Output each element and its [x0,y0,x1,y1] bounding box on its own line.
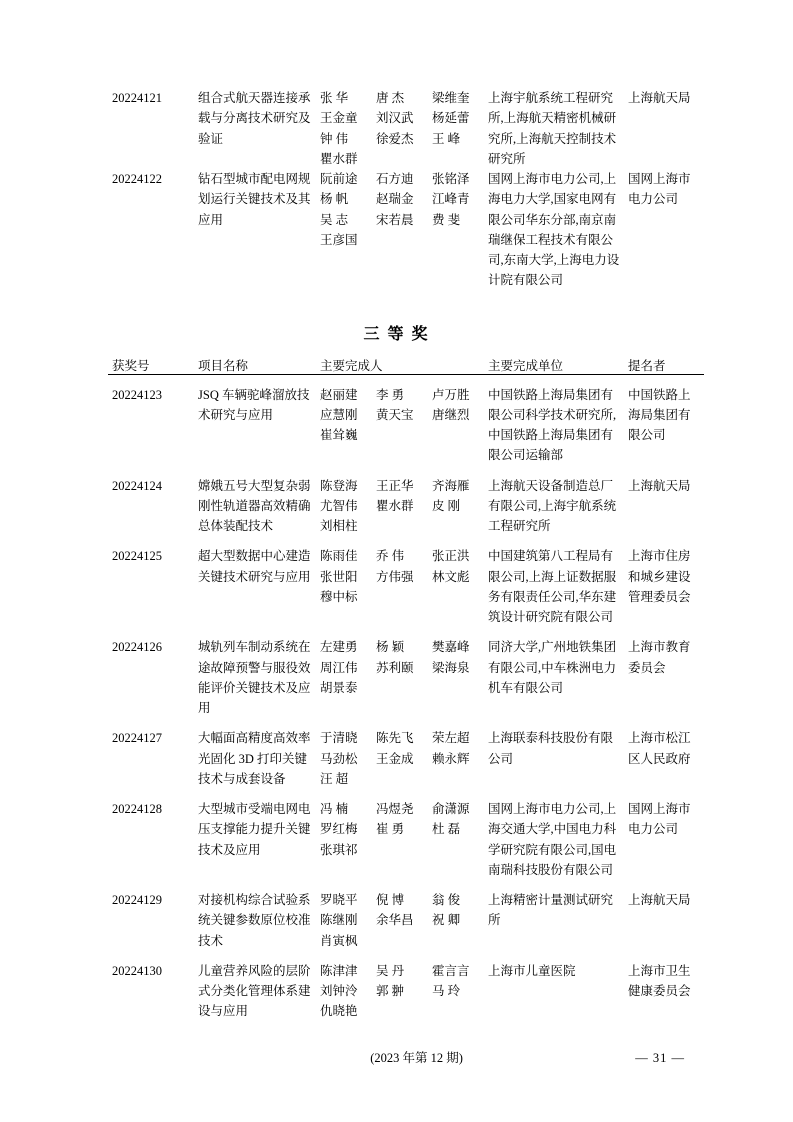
person: 马劲松 [320,751,358,766]
person: 瞿水群 [320,151,358,166]
project-name: 超大型数据中心建造关键技术研究与应用 [198,549,311,584]
third-prize-table [108,356,704,1022]
award-unit: 中国建筑第八工程局有限公司,上海上证数据服务有限责任公司,华东建筑设计研究院有限公司 [488,549,617,624]
person: 荣左超 [432,731,470,746]
table-row [108,799,704,880]
person: 吴 志 [320,212,349,227]
spacer-row [108,880,704,890]
project-name: 大幅面高精度高效率光固化 3D 打印关键技术与成套设备 [198,731,311,786]
page-footer [108,1048,685,1066]
table-row [108,890,704,951]
people-col-2 [372,546,428,627]
person: 梁海泉 [432,660,470,675]
people-col-1 [316,961,372,1022]
person: 俞潇源 [432,802,470,816]
person: 刘汉武 [376,111,414,126]
people-col-1 [316,799,372,880]
person: 苏利颐 [376,660,414,675]
section-title: 三 等 奖 [363,325,430,343]
people-col-1 [316,169,372,291]
award-id: 20224124 [112,478,162,493]
people-col-3 [428,961,484,1022]
person: 陈登海 [320,478,358,493]
spacer-row [108,466,704,476]
award-unit: 国网上海市电力公司,上海电力大学,国家电网有限公司华东分部,南京南瑞继保工程技术有限公司,东南大学,上海电力设计院有限公司 [488,172,620,288]
nominator: 国网上海市电力公司 [628,802,691,837]
table-row [108,961,704,1022]
table-row [108,637,704,718]
people-col-2 [372,476,428,537]
people-col-3 [428,546,484,627]
nominator: 上海市卫生健康委员会 [628,963,691,998]
award-id: 20224121 [112,91,162,105]
person: 祝 卿 [432,913,461,928]
person: 林文彪 [432,569,470,584]
page-number: — 31 — [635,1051,685,1065]
person: 崔 勇 [376,822,405,837]
person: 唐 杰 [376,91,405,105]
spacer-row [108,375,704,385]
people-col-1 [316,476,372,537]
person: 于清晓 [320,731,358,746]
person: 罗红梅 [320,822,358,837]
project-name: 钻石型城市配电网规划运行关键技术及其应用 [198,172,311,227]
project-name: 对接机构综合试验系统关键参数原位校准技术 [198,893,311,948]
person: 倪 博 [376,893,405,907]
person: 张正洪 [432,549,470,564]
award-id: 20224130 [112,963,162,978]
award-id: 20224123 [112,387,162,402]
person: 汪 超 [320,771,349,786]
people-col-3 [428,890,484,951]
award-id: 20224122 [112,172,162,186]
award-id: 20224128 [112,802,162,816]
person: 余华昌 [376,913,414,928]
people-col-2 [372,799,428,880]
award-id: 20224126 [112,640,162,655]
person: 王金成 [376,751,414,766]
person: 赵丽建 [320,387,358,402]
person: 陈先飞 [376,731,414,746]
person: 王彦国 [320,232,358,247]
table-row [108,728,704,789]
people-col-3 [428,88,484,169]
person: 张铭泽 [432,172,470,186]
award-id: 20224129 [112,893,162,907]
person: 宋若晨 [376,212,414,227]
spacer-row [108,536,704,546]
person: 皮 刚 [432,498,461,513]
award-unit: 中国铁路上海局集团有限公司科学技术研究所,中国铁路上海局集团有限公司运输部 [488,387,617,463]
award-unit: 同济大学,广州地铁集团有限公司,中车株洲电力机车有限公司 [488,640,617,695]
people-col-2 [372,637,428,718]
people-col-3 [428,728,484,789]
person: 赵瑞金 [376,192,414,207]
person: 钟 伟 [320,131,349,146]
person: 霍言言 [432,963,470,978]
person: 石方迪 [376,172,414,186]
header-unit: 主要完成单位 [488,358,564,373]
spacer-row [108,789,704,799]
people-col-3 [428,169,484,291]
nominator: 国网上海市电力公司 [628,172,691,207]
person: 左建勇 [320,640,358,655]
table-row [108,88,704,169]
person: 翁 俊 [432,893,461,907]
person: 肖寅枫 [320,933,358,948]
people-col-3 [428,476,484,537]
person: 王正华 [376,478,414,493]
person: 黄天宝 [376,407,414,422]
person: 梁维奎 [432,91,470,105]
people-col-2 [372,385,428,466]
table-row [108,169,704,291]
person: 齐海雁 [432,478,470,493]
person: 刘钟泠 [320,984,358,998]
people-col-1 [316,728,372,789]
person: 阮前途 [320,172,358,186]
person: 方伟强 [376,569,414,584]
person: 崔耸巍 [320,428,358,442]
person: 陈雨佳 [320,549,358,564]
people-col-2 [372,961,428,1022]
people-col-2 [372,890,428,951]
award-id: 20224125 [112,549,162,564]
award-unit: 上海航天设备制造总厂有限公司,上海宇航系统工程研究所 [488,478,617,533]
people-col-1 [316,546,372,627]
nominator: 上海市松江区人民政府 [628,731,691,766]
person: 李 勇 [376,387,405,402]
nominator: 上海市教育委员会 [628,640,691,675]
spacer-row [108,627,704,637]
project-name: 儿童营养风险的层阶式分类化管理体系建设与应用 [198,963,311,1019]
person: 穆中标 [320,589,358,604]
continued-award-table [108,88,704,291]
people-col-3 [428,637,484,718]
award-id: 20224127 [112,731,162,746]
header-people: 主要完成人 [320,358,383,373]
award-unit: 上海宇航系统工程研究所,上海航天精密机械研究所,上海航天控制技术研究所 [488,91,617,166]
person: 吴 丹 [376,963,405,978]
people-col-3 [428,799,484,880]
person: 陈继刚 [320,913,358,928]
person: 应慧刚 [320,407,358,422]
people-col-2 [372,169,428,291]
person: 王金童 [320,111,358,126]
person: 尤智伟 [320,498,358,513]
person: 张琪祁 [320,842,358,857]
person: 王 峰 [432,131,461,146]
nominator: 上海市住房和城乡建设管理委员会 [628,549,691,604]
person: 乔 伟 [376,549,405,564]
person: 杨延蕾 [432,111,470,126]
person: 胡景泰 [320,680,358,695]
spacer-row [108,951,704,961]
people-col-2 [372,728,428,789]
person: 张世阳 [320,569,358,584]
project-name: 大型城市受端电网电压支撑能力提升关键技术及应用 [198,802,311,857]
person: 樊嘉峰 [432,640,470,655]
people-col-3 [428,385,484,466]
person: 瞿水群 [376,498,414,513]
person: 冯煜尧 [376,802,414,816]
person: 卢万胜 [432,387,470,402]
spacer-row [108,718,704,728]
award-unit: 上海联泰科技股份有限公司 [488,731,614,766]
person: 杜 磊 [432,822,461,837]
person: 费 斐 [432,212,461,227]
project-name: 嫦娥五号大型复杂弱刚性轨道器高效精确总体装配技术 [198,478,311,533]
header-nominator: 提名者 [628,358,666,373]
header-project: 项目名称 [198,358,249,373]
person: 江峰青 [432,192,470,207]
people-col-1 [316,890,372,951]
award-unit: 上海精密计量测试研究所 [488,893,614,928]
person: 冯 楠 [320,802,349,816]
person: 杨 颖 [376,640,405,655]
issue-label: (2023 年第 12 期) [370,1051,463,1065]
people-col-2 [372,88,428,169]
person: 赖永辉 [432,751,470,766]
nominator: 上海航天局 [628,91,691,105]
people-col-1 [316,385,372,466]
person: 罗晓平 [320,893,358,907]
nominator: 上海航天局 [628,478,691,493]
project-name: 组合式航天器连接承载与分离技术研究及验证 [198,91,311,146]
person: 张 华 [320,91,349,105]
award-unit: 上海市儿童医院 [488,963,576,978]
person: 杨 帆 [320,192,349,207]
person: 徐爱杰 [376,131,414,146]
project-name: 城轨列车制动系统在途故障预警与服役效能评价关键技术及应用 [198,640,311,715]
header-id: 获奖号 [112,358,150,373]
table-header-row [108,356,704,374]
person: 仇晓艳 [320,1004,358,1019]
person: 郭 翀 [376,984,405,998]
person: 唐继烈 [432,407,470,422]
nominator: 中国铁路上海局集团有限公司 [628,387,691,442]
project-name: JSQ 车辆驼峰溜放技术研究与应用 [198,387,310,422]
table-row [108,476,704,537]
award-unit: 国网上海市电力公司,上海交通大学,中国电力科学研究院有限公司,国电南瑞科技股份有限公司 [488,802,617,877]
person: 陈津津 [320,963,358,978]
table-row [108,546,704,627]
person: 刘相柱 [320,519,358,533]
person: 马 玲 [432,984,461,998]
nominator: 上海航天局 [628,893,691,907]
people-col-1 [316,88,372,169]
person: 周江伟 [320,660,358,675]
people-col-1 [316,637,372,718]
table-row [108,385,704,466]
